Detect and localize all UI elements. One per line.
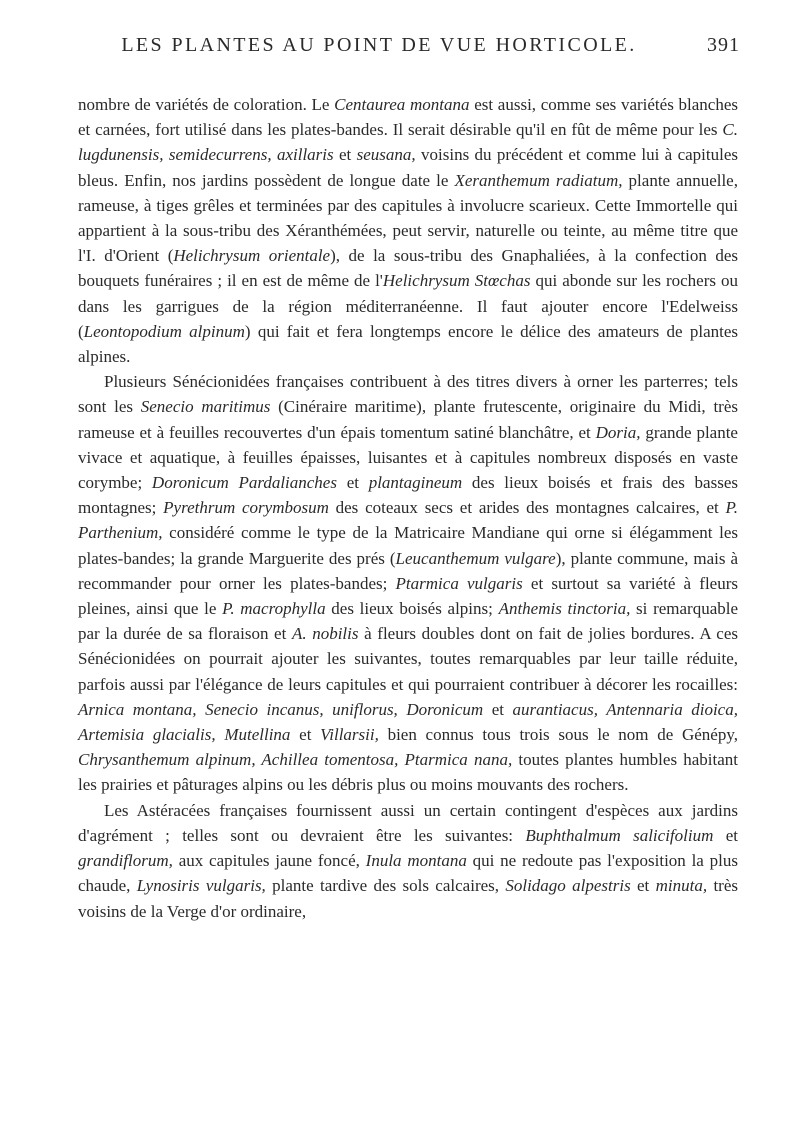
text-run: considéré comme le type de la Matricaire Mandiane qui orne si élégamment les plates-bandes; la grande Marguerite des prés ( — [78, 523, 738, 568]
latin-name: plantagineum — [368, 473, 463, 493]
text-run: des lieux boisés alpins; — [325, 599, 499, 619]
latin-name: Anthemis tinctoria, — [498, 599, 631, 619]
text-run: et — [630, 876, 656, 896]
text-run: ), de la sous-tribu des Gnaphaliées, à la confection des bouquets funéraires ; il en est de même de l' — [78, 246, 738, 291]
paragraph — [78, 92, 738, 369]
text-run: si remarquable par la durée de sa floraison et — [78, 599, 739, 644]
latin-name: Helichrysum orientale — [173, 246, 331, 266]
text-run: et surtout sa variété à fleurs pleines, ainsi que le — [78, 573, 739, 619]
text-run: et — [333, 145, 357, 165]
text-run: (Cinéraire maritime), plante frutescente, originaire du Midi, très rameuse et à feuilles recouvertes d'un épais tomentum satiné blanchâtre, et — [78, 397, 738, 442]
text-run: Plusieurs Sénécionidées françaises contribuent à des titres divers à orner les parterres; tels sont les — [78, 372, 738, 417]
latin-name: Solidago alpestris — [505, 876, 631, 896]
latin-name: seusana, — [356, 145, 416, 165]
text-run: ) qui fait et fera longtemps encore le délice des amateurs de plantes alpines. — [78, 321, 738, 367]
text-run: voisins du précédent et comme lui à capitules bleus. Enfin, nos jardins possèdent de longue date le — [78, 145, 738, 190]
latin-name: Doria, — [595, 422, 641, 442]
text-run: qui abonde sur les rochers ou dans les garrigues de la région méditerranéenne. Il faut ajouter encore l'Edelweiss ( — [78, 271, 738, 341]
text-run: à fleurs doubles dont on fait de jolies bordures. A ces Sénécionidées on pourrait ajouter les suivantes, toutes remarquables par leur taille réduite, parfois aussi par l'élégance de leurs capitules et qui pourraient contribuer à décorer les rocailles: — [78, 624, 739, 694]
latin-name: minuta, — [655, 876, 708, 896]
latin-name: Chrysanthemum alpinum, Achillea tomentosa, Ptarmica nana, — [78, 750, 513, 770]
latin-name: Ptarmica vulgaris — [395, 573, 523, 593]
running-title: LES PLANTES AU POINT DE VUE HORTICOLE. — [121, 34, 637, 56]
latin-name: Inula montana — [365, 851, 467, 871]
text-run: des lieux boisés et frais des basses montagnes; — [78, 473, 738, 518]
text-run: qui ne redoute pas l'exposition la plus chaude, — [78, 851, 738, 896]
latin-name: Xeranthemum radiatum, — [454, 170, 623, 190]
latin-name: Pyrethrum corymbosum — [163, 498, 329, 518]
latin-name: P. Parthenium, — [78, 498, 738, 543]
latin-name: Buphthalmum salicifolium — [525, 825, 714, 845]
latin-name: grandiflorum, — [78, 851, 173, 871]
text-run: est aussi, comme ses variétés blanches et carnées, fort utilisé dans les plates-bandes. Il serait désirable qu'il en fût de même pour les — [78, 95, 738, 140]
text-run: bien connus tous trois sous le nom de Génépy, — [378, 725, 738, 745]
latin-name: Lynosiris vulgaris, — [136, 876, 266, 896]
text-run: plante annuelle, rameuse, à tiges grêles et terminées par des capitules à involucre scarieux. Cette Immortelle qui appartient à la sous-tribu des Xéranthémées, peut servir, naturelle ou teinte, au même titre que l'I. d'Orient ( — [78, 170, 738, 266]
text-run: très voisins de la Verge d'or ordinaire, — [78, 876, 738, 921]
latin-name: Villarsii, — [320, 725, 379, 745]
paragraph — [78, 369, 738, 797]
running-header — [78, 30, 740, 62]
text-run: ), plante commune, mais à recommander pour orner les plates-bandes; — [78, 548, 739, 593]
text-run: et — [483, 699, 513, 719]
latin-name: C. lugdunensis, semidecurrens, axillaris — [78, 120, 738, 165]
text-run: des coteaux secs et arides des montagnes calcaires, et — [328, 498, 726, 518]
page-number: 391 — [707, 34, 740, 56]
text-run: et — [713, 825, 738, 845]
latin-name: aurantiacus, Antennaria dioica, Artemisia glacialis, Mutellina — [78, 699, 738, 745]
body-text — [78, 92, 738, 924]
latin-name: Senecio maritimus — [140, 397, 271, 417]
text-run: et — [290, 725, 321, 745]
latin-name: Helichrysum Stœchas — [382, 271, 531, 291]
latin-name: A. nobilis — [291, 624, 359, 644]
latin-name: Arnica montana, Senecio incanus, uniflorus, Doronicum — [78, 699, 484, 719]
latin-name: Doronicum Pardalianches — [151, 473, 337, 493]
text-run: grande plante vivace et aquatique, à feuilles épaisses, luisantes et à capitules nombreux disposés en vaste corymbe; — [78, 422, 738, 493]
text-run: toutes plantes humbles habitant les prairies et pâturages alpins ou les débris plus ou moins mouvants des rochers. — [78, 750, 738, 795]
latin-name: Centaurea montana — [334, 95, 470, 114]
text-run: Les Astéracées françaises fournissent aussi un certain contingent d'espèces aux jardins d'agrément ; telles sont ou devraient être les suivantes: — [78, 800, 738, 845]
latin-name: P. macrophylla — [222, 599, 326, 619]
paragraph — [78, 798, 738, 924]
text-run: plante tardive des sols calcaires, — [265, 876, 506, 896]
text-run: nombre de variétés de coloration. Le — [78, 95, 335, 114]
text-run: et — [336, 473, 369, 493]
latin-name: Leucanthemum vulgare — [395, 548, 556, 568]
text-run: aux capitules jaune foncé, — [172, 851, 366, 871]
latin-name: Leontopodium alpinum — [83, 321, 245, 341]
